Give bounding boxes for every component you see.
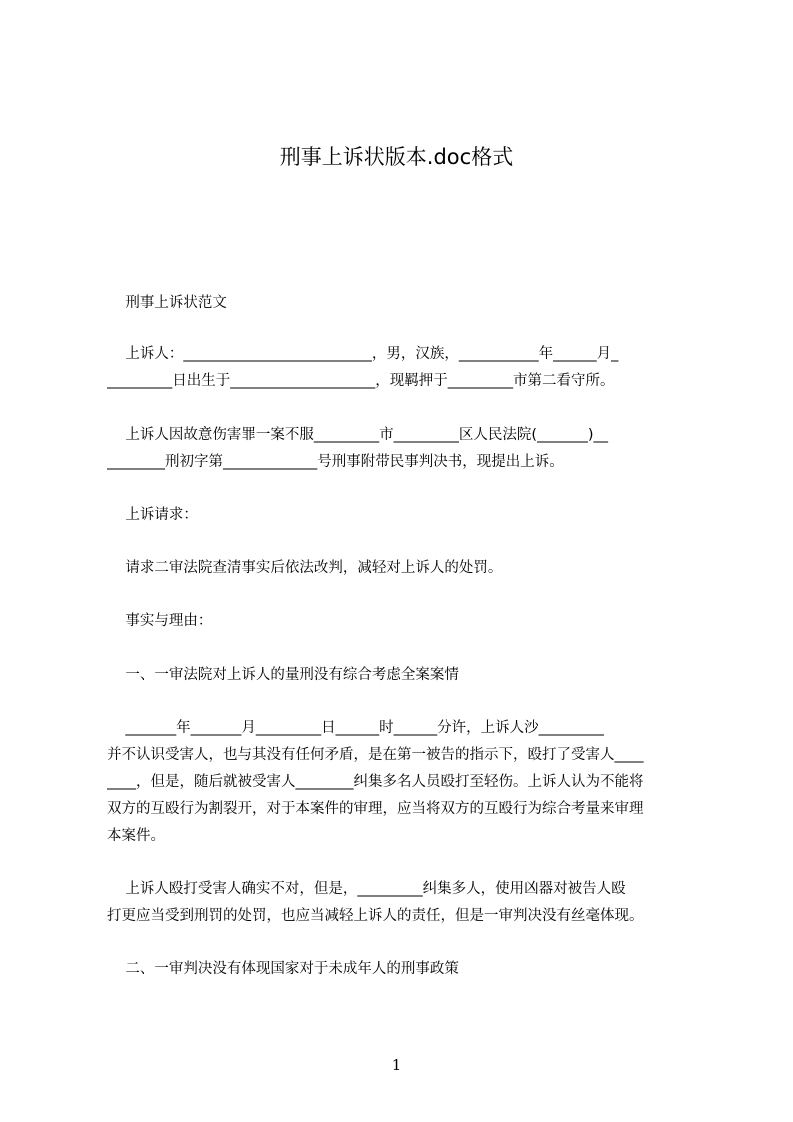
section-heading: 二、一审判决没有体现国家对于未成年人的刑事政策 <box>107 961 459 977</box>
document-title: 刑事上诉状版本.doc格式 <box>279 145 514 169</box>
paragraph-line: _______年_______月_________日______时______分许，上诉人沙_________ <box>107 720 604 736</box>
section-heading: 一、一审法院对上诉人的量刑没有综合考虑全案案情 <box>107 667 459 683</box>
paragraph-line: 双方的互殴行为割裂开，对于本案件的审理，应当将双方的互殴行为综合考量来审理 <box>107 801 644 817</box>
paragraph-line: ____，但是，随后就被受害人________纠集多名人员殴打至轻伤。上诉人认为不能将 <box>107 774 644 790</box>
paragraph-line: _________日出生于____________________，现羁押于_________市第二看守所。 <box>107 373 615 389</box>
page-number: 1 <box>391 1056 402 1074</box>
paragraph-line: 上诉人：__________________________，男，汉族，___________年______月_ <box>107 346 619 362</box>
section-heading: 刑事上诉状范文 <box>107 295 227 311</box>
section-heading: 上诉请求： <box>107 507 198 523</box>
paragraph-line: 并不认识受害人，也与其没有任何矛盾，是在第一被告的指示下，殴打了受害人____ <box>107 747 644 763</box>
paragraph-line: 打更应当受到刑罚的处罚，也应当减轻上诉人的责任，但是一审判决没有丝毫体现。 <box>107 908 644 924</box>
paragraph-line: 上诉人因故意伤害罪一案不服_________市_________区人民法院(_______)__ <box>107 427 608 443</box>
paragraph-line: 上诉人殴打受害人确实不对，但是，_________纠集多人，使用凶器对被告人殴 <box>107 881 626 897</box>
paragraph-line: 本案件。 <box>107 828 165 844</box>
paragraph-line: ________刑初字第_____________号刑事附带民事判决书，现提出上诉。 <box>107 454 564 470</box>
paragraph-line: 请求二审法院查清事实后依法改判，减轻对上诉人的处罚。 <box>107 560 503 576</box>
section-heading: 事实与理由： <box>107 613 213 629</box>
